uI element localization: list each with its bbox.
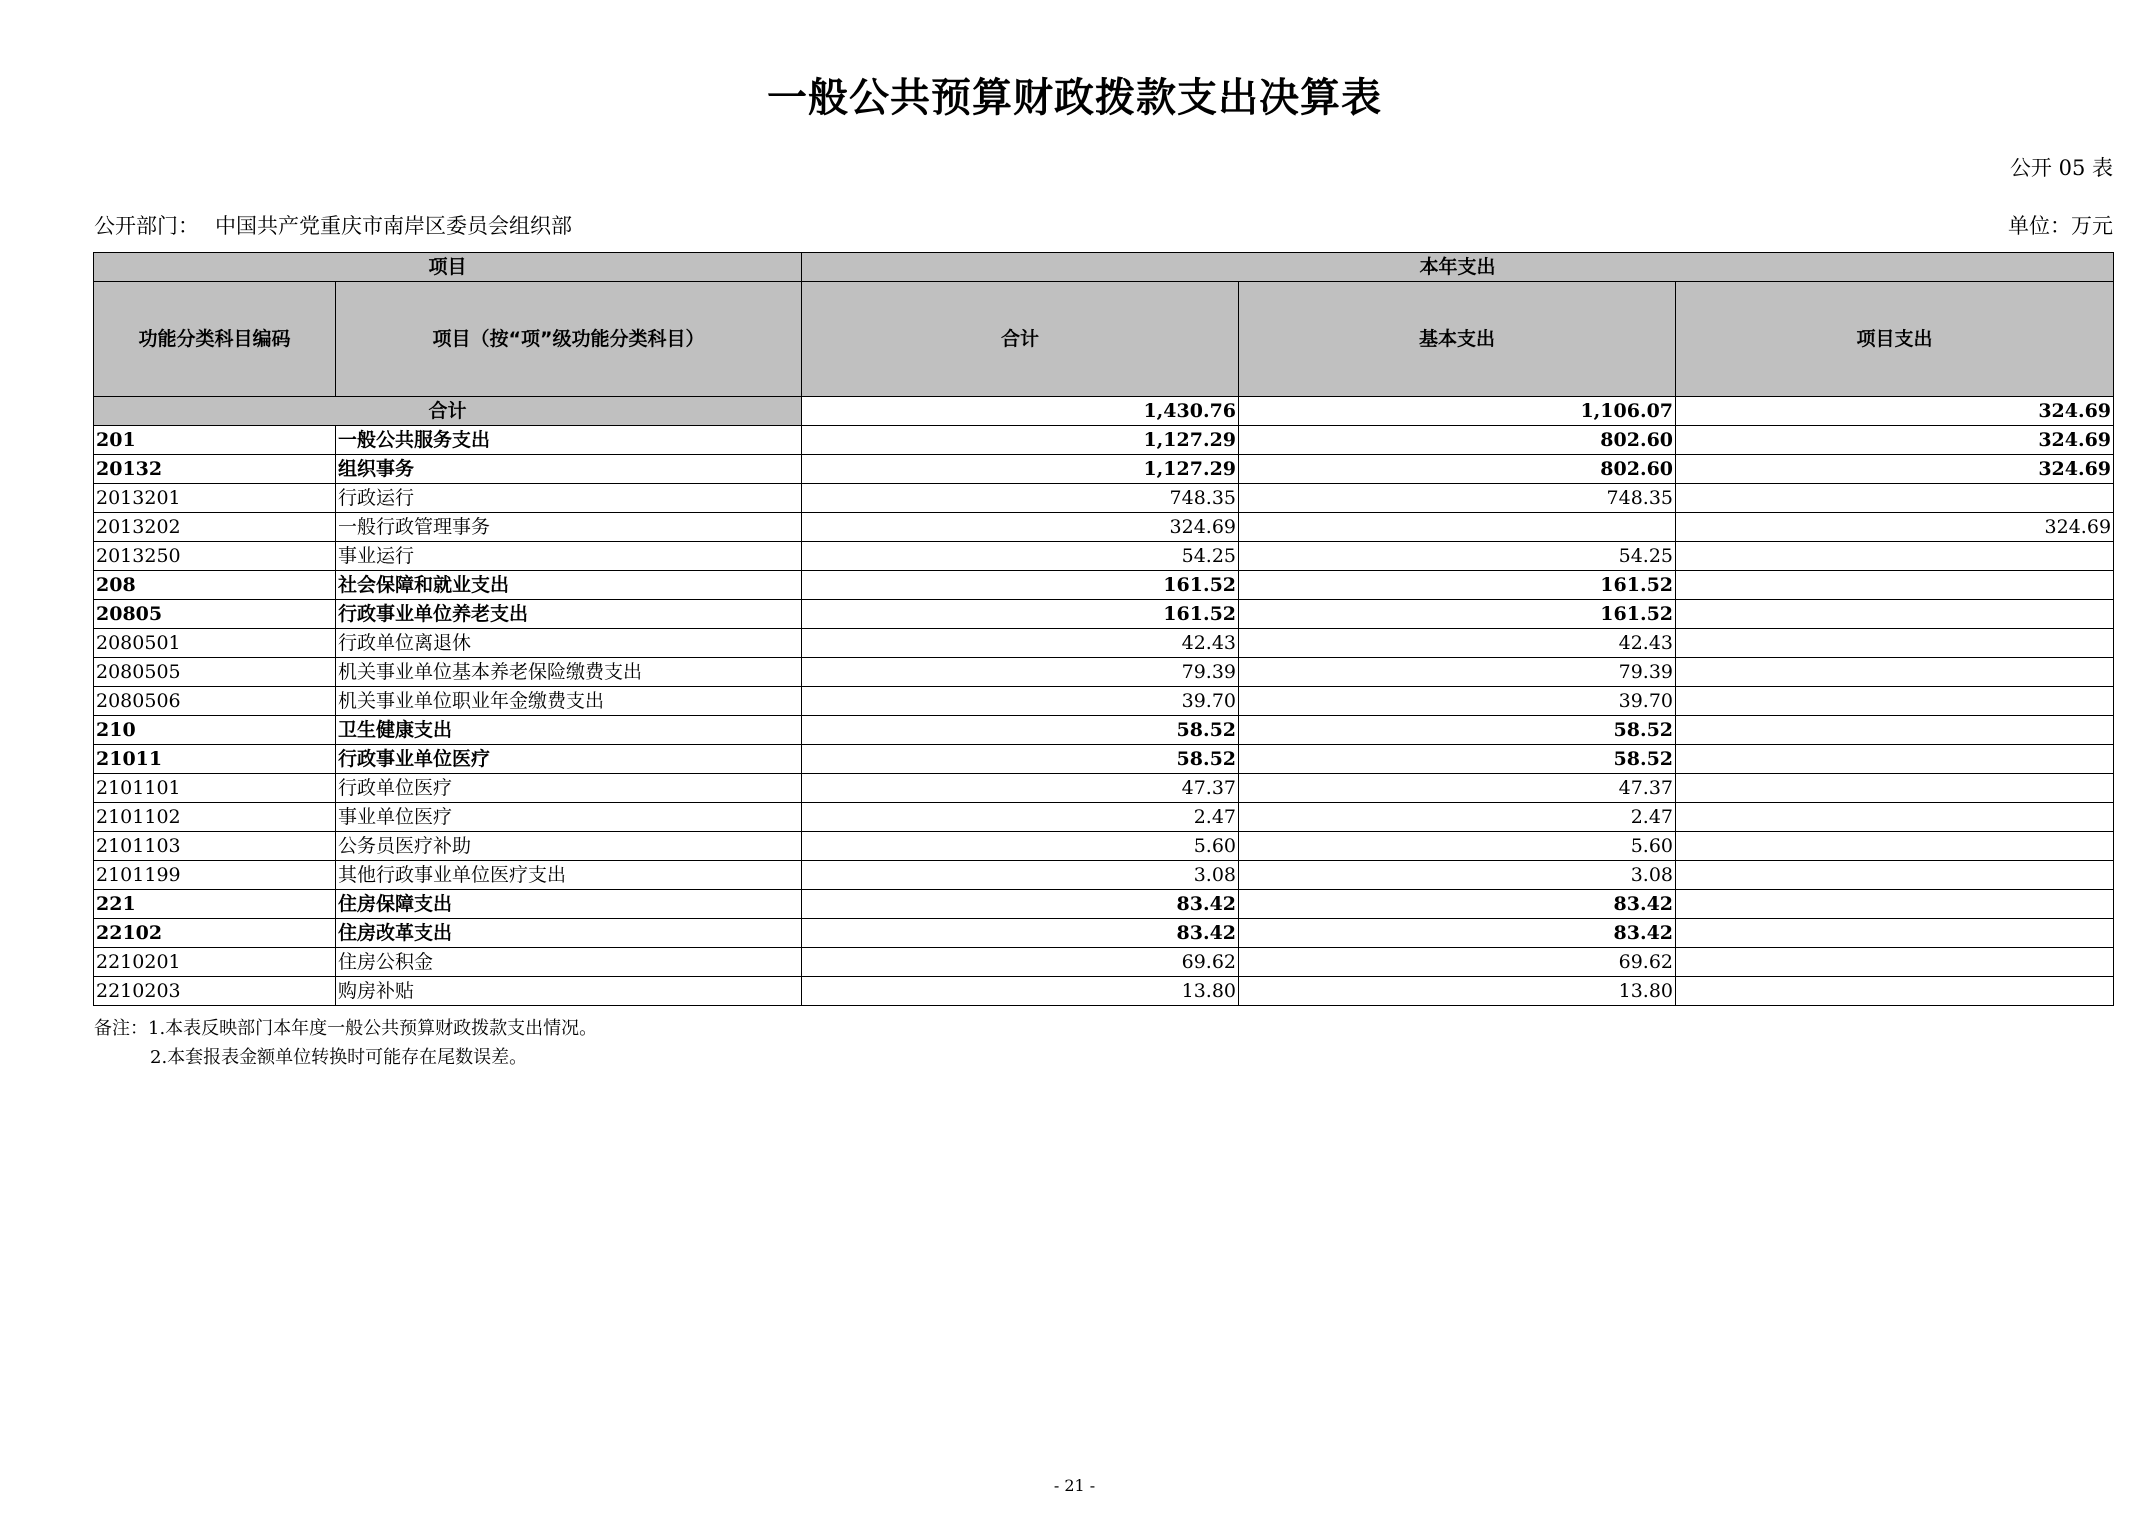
row-name: 其他行政事业单位医疗支出: [336, 861, 802, 890]
total-label: 合计: [94, 397, 802, 426]
header-project: 项目支出: [1676, 282, 2114, 397]
table-row: [94, 861, 2114, 890]
row-total: 161.52: [802, 571, 1239, 600]
row-total: 79.39: [802, 658, 1239, 687]
row-basic: 79.39: [1239, 658, 1676, 687]
row-code: 2013250: [94, 542, 336, 571]
row-basic: 2.47: [1239, 803, 1676, 832]
row-name: 行政事业单位医疗: [336, 745, 802, 774]
row-total: 58.52: [802, 716, 1239, 745]
department-line: [94, 210, 572, 240]
row-total: 42.43: [802, 629, 1239, 658]
row-code: 2013202: [94, 513, 336, 542]
row-total: 69.62: [802, 948, 1239, 977]
row-code: 20805: [94, 600, 336, 629]
row-basic: 42.43: [1239, 629, 1676, 658]
row-code: 208: [94, 571, 336, 600]
row-project: [1676, 774, 2114, 803]
row-name: 行政事业单位养老支出: [336, 600, 802, 629]
row-name: 卫生健康支出: [336, 716, 802, 745]
row-project: [1676, 571, 2114, 600]
table-row: [94, 919, 2114, 948]
page-title: 一般公共预算财政拨款支出决算表: [767, 75, 1382, 121]
table-row: [94, 948, 2114, 977]
row-total: 5.60: [802, 832, 1239, 861]
row-name: 事业运行: [336, 542, 802, 571]
form-number: 公开 05 表: [2009, 156, 2113, 180]
row-total: 161.52: [802, 600, 1239, 629]
unit-label: 单位：万元: [2008, 214, 2113, 238]
row-code: 210: [94, 716, 336, 745]
row-code: 2080505: [94, 658, 336, 687]
row-total: 58.52: [802, 745, 1239, 774]
table-row: [94, 542, 2114, 571]
row-project: [1676, 687, 2114, 716]
header-total: 合计: [802, 282, 1239, 397]
table-row: [94, 687, 2114, 716]
table-row: [94, 803, 2114, 832]
table-row: [94, 658, 2114, 687]
row-project: [1676, 919, 2114, 948]
row-name: 机关事业单位职业年金缴费支出: [336, 687, 802, 716]
row-project: [1676, 658, 2114, 687]
row-code: 2210201: [94, 948, 336, 977]
header-current-year: 本年支出: [802, 253, 2114, 282]
row-name: 机关事业单位基本养老保险缴费支出: [336, 658, 802, 687]
row-basic: 161.52: [1239, 571, 1676, 600]
row-basic: 802.60: [1239, 455, 1676, 484]
row-name: 住房改革支出: [336, 919, 802, 948]
row-basic: 54.25: [1239, 542, 1676, 571]
row-name: 一般行政管理事务: [336, 513, 802, 542]
note-1: 备注：1.本表反映部门本年度一般公共预算财政拨款支出情况。: [94, 1018, 598, 1039]
row-basic: 69.62: [1239, 948, 1676, 977]
row-code: 201: [94, 426, 336, 455]
table-row: [94, 716, 2114, 745]
row-code: 2101199: [94, 861, 336, 890]
table-row: [94, 629, 2114, 658]
total-project: 324.69: [1676, 397, 2114, 426]
row-name: 行政运行: [336, 484, 802, 513]
row-project: [1676, 803, 2114, 832]
row-basic: 58.52: [1239, 745, 1676, 774]
row-code: 22102: [94, 919, 336, 948]
row-project: [1676, 716, 2114, 745]
header-basic: 基本支出: [1239, 282, 1676, 397]
total-amount: 1,430.76: [802, 397, 1239, 426]
table-row: [94, 484, 2114, 513]
row-code: 2013201: [94, 484, 336, 513]
page-number: - 21 -: [1053, 1476, 1096, 1495]
row-name: 事业单位医疗: [336, 803, 802, 832]
row-project: [1676, 861, 2114, 890]
header-code: 功能分类科目编码: [94, 282, 336, 397]
row-total: 1,127.29: [802, 426, 1239, 455]
row-basic: 5.60: [1239, 832, 1676, 861]
note-2: 2.本套报表金额单位转换时可能存在尾数误差。: [150, 1047, 528, 1068]
table-row: [94, 890, 2114, 919]
row-code: 21011: [94, 745, 336, 774]
row-total: 13.80: [802, 977, 1239, 1006]
row-project: 324.69: [1676, 455, 2114, 484]
row-code: 20132: [94, 455, 336, 484]
row-basic: 161.52: [1239, 600, 1676, 629]
row-total: 54.25: [802, 542, 1239, 571]
row-project: [1676, 977, 2114, 1006]
row-total: 83.42: [802, 890, 1239, 919]
row-project: 324.69: [1676, 426, 2114, 455]
row-project: [1676, 948, 2114, 977]
row-project: [1676, 890, 2114, 919]
row-name: 行政单位离退休: [336, 629, 802, 658]
table-row: [94, 977, 2114, 1006]
row-project: [1676, 629, 2114, 658]
row-name: 购房补贴: [336, 977, 802, 1006]
total-basic: 1,106.07: [1239, 397, 1676, 426]
row-code: 2080506: [94, 687, 336, 716]
header-item-name: 项目（按“项”级功能分类科目）: [336, 282, 802, 397]
row-project: [1676, 542, 2114, 571]
row-name: 一般公共服务支出: [336, 426, 802, 455]
row-project: [1676, 745, 2114, 774]
row-basic: 3.08: [1239, 861, 1676, 890]
row-basic: 58.52: [1239, 716, 1676, 745]
total-row: [94, 397, 2114, 426]
row-total: 3.08: [802, 861, 1239, 890]
row-code: 2210203: [94, 977, 336, 1006]
row-basic: 802.60: [1239, 426, 1676, 455]
row-total: 47.37: [802, 774, 1239, 803]
header-item: 项目: [94, 253, 802, 282]
table-row: [94, 832, 2114, 861]
row-basic: [1239, 513, 1676, 542]
row-basic: 47.37: [1239, 774, 1676, 803]
row-name: 组织事务: [336, 455, 802, 484]
table-row: [94, 455, 2114, 484]
row-total: 748.35: [802, 484, 1239, 513]
expenditure-table: [93, 252, 2114, 1006]
row-name: 住房公积金: [336, 948, 802, 977]
row-total: 2.47: [802, 803, 1239, 832]
table-row: [94, 571, 2114, 600]
row-name: 社会保障和就业支出: [336, 571, 802, 600]
table-row: [94, 745, 2114, 774]
department-label: 公开部门：: [94, 214, 199, 238]
row-name: 公务员医疗补助: [336, 832, 802, 861]
notes: [94, 1014, 597, 1072]
row-project: 324.69: [1676, 513, 2114, 542]
row-basic: 39.70: [1239, 687, 1676, 716]
row-code: 2101102: [94, 803, 336, 832]
row-project: [1676, 484, 2114, 513]
department-name: 中国共产党重庆市南岸区委员会组织部: [215, 214, 572, 238]
row-code: 2080501: [94, 629, 336, 658]
row-code: 2101103: [94, 832, 336, 861]
row-total: 324.69: [802, 513, 1239, 542]
row-project: [1676, 600, 2114, 629]
row-name: 行政单位医疗: [336, 774, 802, 803]
row-total: 83.42: [802, 919, 1239, 948]
row-project: [1676, 832, 2114, 861]
row-total: 1,127.29: [802, 455, 1239, 484]
row-basic: 748.35: [1239, 484, 1676, 513]
row-basic: 83.42: [1239, 919, 1676, 948]
row-total: 39.70: [802, 687, 1239, 716]
row-basic: 83.42: [1239, 890, 1676, 919]
table-row: [94, 426, 2114, 455]
table-row: [94, 774, 2114, 803]
row-name: 住房保障支出: [336, 890, 802, 919]
table-row: [94, 513, 2114, 542]
row-code: 221: [94, 890, 336, 919]
row-code: 2101101: [94, 774, 336, 803]
table-row: [94, 600, 2114, 629]
row-basic: 13.80: [1239, 977, 1676, 1006]
